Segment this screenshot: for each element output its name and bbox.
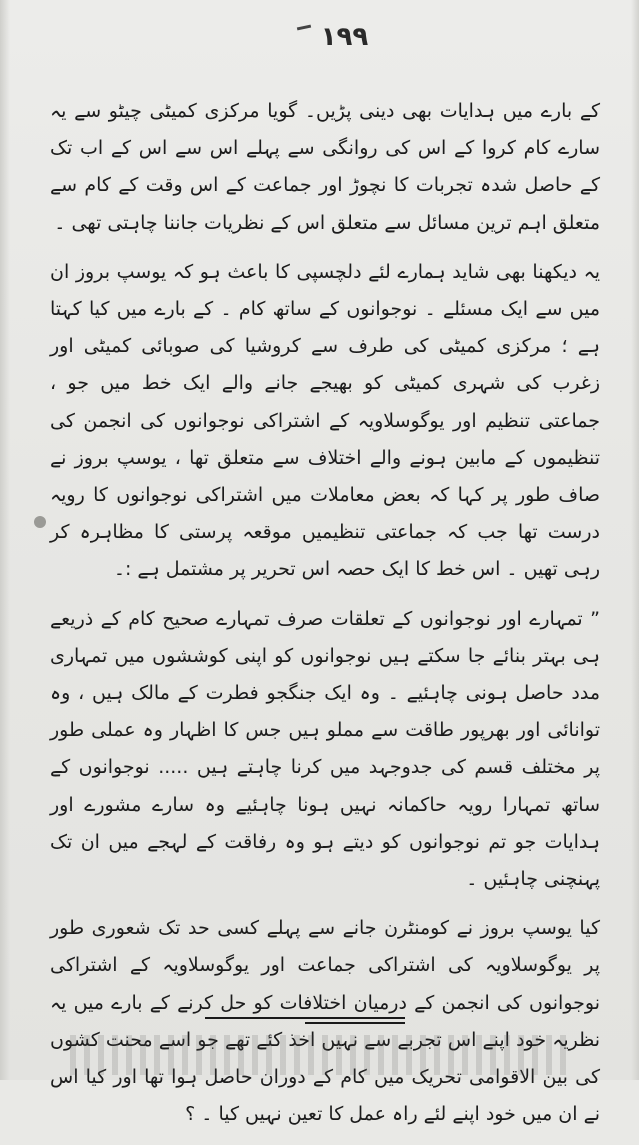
show-through-text [70,1035,570,1075]
quoted-paragraph: ” تمہارے اور نوجوانوں کے تعلقات صرف تمہارے صحیح کام کے ذریعے ہی بہتر بنائے جا سکتے ہیں نوجوانوں کو اپنی کوششوں میں تمہاری مدد حاصل ہونی چاہئیے ۔ وہ ایک جنگجو فطرت کے مالک ہیں ، وہ توانائی اور بھرپور طاقت سے مملو ہیں جس کا اظہار وہ عملی طور پر مختلف قسم کی جدوجہد میں کرنا چاہتے ہیں ..... نوجوانوں کے ساتھ تمہارا رویہ حاکمانہ نہیں ہونا چاہئیے وہ سارے مشورے اور ہدایات جو تم نوجوانوں کو دیتے ہو وہ رفاقت کے لہجے میں ان تک پہنچنی چاہئیں ۔ [50,607,600,891]
end-divider-underline [305,1022,405,1024]
paragraph: کے بارے میں ہدایات بھی دینی پڑیں۔ گویا مرکزی کمیٹی چیٹو سے یہ سارے کام کروا کے اس کی روانگی سے پہلے اس سے اس کے اب تک کے حاصل شدہ تجربات کا نچوڑ اور جماعت کے اس وقت کے کام سے متعلق اہم ترین مسائل سے متعلق اس کے نظریات جاننا چاہتی تھی ۔ [50,100,600,234]
page-number: ۱۹۹ [320,22,369,52]
end-divider [205,1017,405,1019]
binding-hole [34,516,46,528]
page-shadow-left [0,0,10,1080]
page-shadow-right [631,0,639,1080]
page-body [50,93,600,1145]
paragraph: یہ دیکھنا بھی شاید ہمارے لئے دلچسپی کا باعث ہو کہ یوسپ بروز ان میں سے ایک مسئلے ۔ نوجوانوں کے ساتھ کام ۔ کے بارے میں کیا کہتا ہے ؛ مرکزی کمیٹی کی طرف سے کروشیا کی صوبائی کمیٹی اور زغرب کی شہری کمیٹی کو بھیجے جانے والے ایک خط میں جو ، جماعتی تنظیم اور یوگوسلاویہ کے اشتراکی نوجوانوں کی انجمن کی تنظیموں کے مابین ہونے والے اختلاف سے متعلق تھا ، یوسپ بروز نے صاف طور پر کہا کہ بعض معاملات میں اشتراکی نوجوانوں کا رویہ درست تھا جب کہ جماعتی تنظیمیں موقعہ پرستی کا مظاہرہ کر رہی تھیں ۔ اس خط کا ایک حصہ اس تحریر پر مشتمل ہے :۔ [50,260,600,581]
paragraph: کیا یوسپ بروز نے کومنٹرن جانے سے پہلے کسی حد تک شعوری طور پر یوگوسلاویہ کی اشتراکی جماعت اور یوگوسلاویہ کے اشتراکی نوجوانوں کی انجمن کے درمیان اختلافات کو حل کرنے کے بارے میں یہ نظریہ خود اپنے اس تجربے سے نہیں اخذ کئے تھے جو اسے محنت کشوں کی بین الاقوامی تحریک میں کام کے دوران حاصل ہوا تھا اور کیا اس نے ان میں خود اپنے لئے راہ عمل کا تعین نہیں کیا ۔ ؟ [50,917,600,1126]
